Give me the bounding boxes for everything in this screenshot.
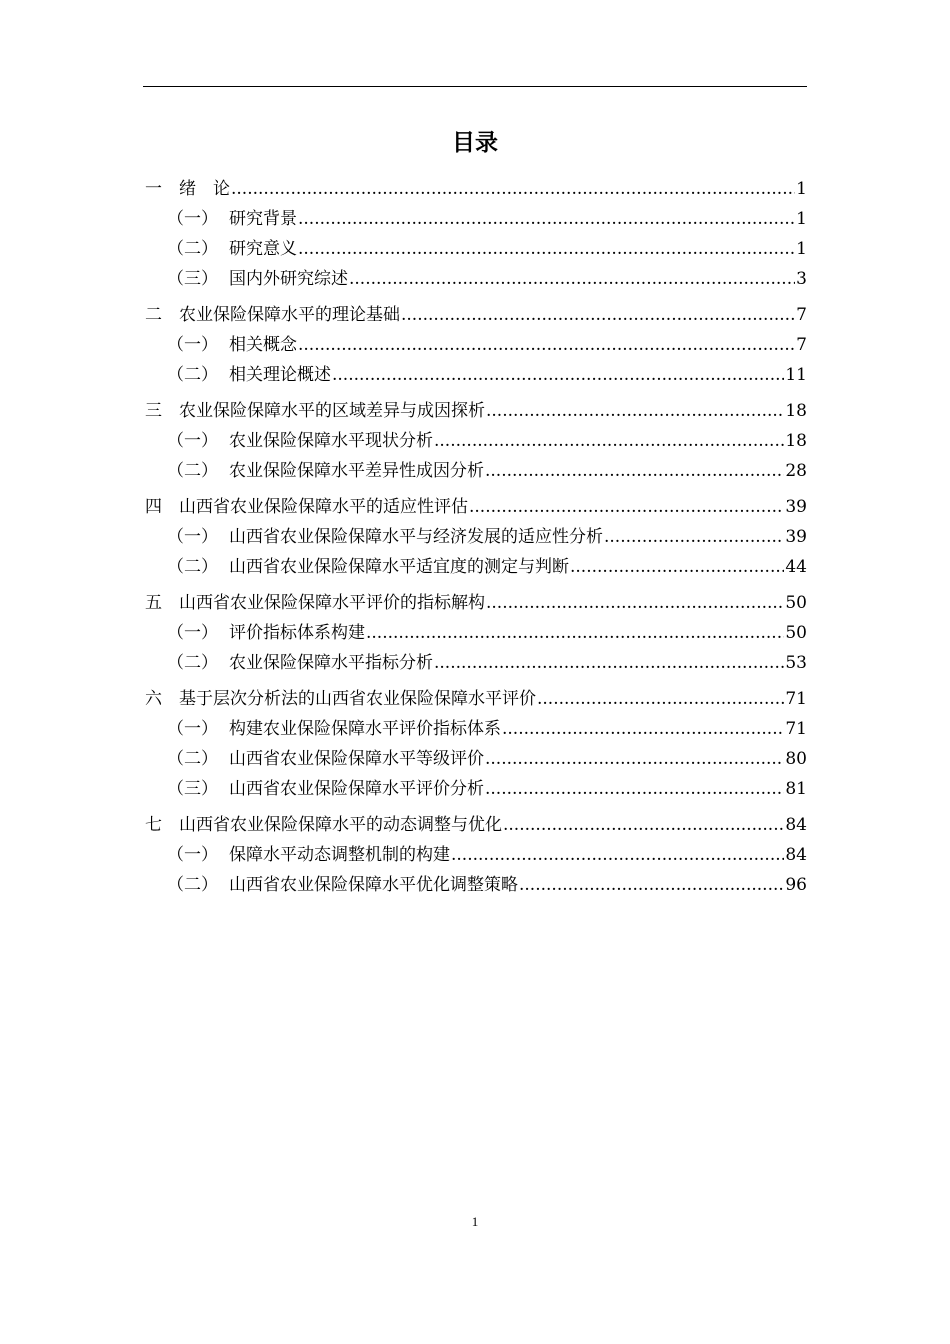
toc-entry-page: 96 [785,875,807,895]
toc-section-entry[interactable] [145,840,807,870]
toc-entry-page: 50 [785,593,807,613]
toc-entry-title: 农业保险保障水平现状分析 [229,431,433,451]
toc-dot-leader [332,360,784,390]
toc-entry-page: 39 [785,527,807,547]
toc-entry-title: 研究背景 [229,209,297,229]
toc-entry-number: （一） [167,719,218,739]
toc-entry-title: 山西省农业保险保障水平与经济发展的适应性分析 [229,527,603,547]
toc-entry-title: 山西省农业保险保障水平等级评价 [229,749,484,769]
toc-entry-title: 国内外研究综述 [229,269,348,289]
toc-section-entry[interactable] [145,234,807,264]
toc-section-entry[interactable] [145,774,807,804]
toc-dot-leader [485,744,784,774]
toc-entry-page: 11 [785,365,807,385]
toc-entry-page: 18 [785,431,807,451]
toc-dot-leader [486,588,784,618]
toc-entry-title: 山西省农业保险保障水平评价分析 [229,779,484,799]
toc-dot-leader [502,714,784,744]
toc-section-entry[interactable] [145,456,807,486]
toc-entry-page: 1 [796,209,807,229]
toc-entry-number: （二） [167,653,218,673]
toc-dot-leader [485,456,784,486]
toc-chapter-entry[interactable] [145,684,807,714]
toc-entry-title: 保障水平动态调整机制的构建 [229,845,450,865]
toc-dot-leader [434,426,784,456]
toc-dot-leader [604,522,784,552]
toc-dot-leader [349,264,795,294]
toc-entry-page: 7 [796,335,807,355]
toc-entry-number: （二） [167,749,218,769]
toc-entry-page: 7 [796,305,807,325]
toc-entry-page: 18 [785,401,807,421]
toc-section-entry[interactable] [145,204,807,234]
toc-entry-title: 山西省农业保险保障水平的动态调整与优化 [179,815,502,835]
toc-section-entry[interactable] [145,264,807,294]
toc-entry-title: 农业保险保障水平的理论基础 [179,305,400,325]
toc-dot-leader [469,492,784,522]
toc-entry-page: 44 [785,557,807,577]
toc-entry-title: 山西省农业保险保障水平评价的指标解构 [179,593,485,613]
toc-dot-leader [503,810,784,840]
toc-entry-page: 50 [785,623,807,643]
page-number: 1 [471,1214,479,1229]
toc-entry-page: 53 [785,653,807,673]
toc-entry-page: 84 [785,815,807,835]
toc-section-entry[interactable] [145,330,807,360]
toc-entry-page: 1 [796,239,807,259]
toc-dot-leader [298,330,795,360]
toc-dot-leader [366,618,784,648]
toc-entry-page: 28 [785,461,807,481]
toc-entry-title: 基于层次分析法的山西省农业保险保障水平评价 [179,689,536,709]
toc-section-entry[interactable] [145,648,807,678]
toc-entry-title: 相关概念 [229,335,297,355]
toc-section-entry[interactable] [145,552,807,582]
toc-dot-leader [570,552,784,582]
toc-dot-leader [298,204,795,234]
toc-entry-number: （三） [167,779,218,799]
toc-entry-number: 五 [145,593,162,613]
toc-dot-leader [451,840,784,870]
toc-dot-leader [401,300,795,330]
toc-entry-title: 绪 论 [179,179,230,199]
toc-chapter-entry[interactable] [145,396,807,426]
toc-dot-leader [231,174,795,204]
toc-chapter-entry[interactable] [145,300,807,330]
toc-entry-page: 39 [785,497,807,517]
toc-dot-leader [434,648,784,678]
toc-chapter-entry[interactable] [145,174,807,204]
toc-entry-number: （二） [167,239,218,259]
toc-entry-number: 七 [145,815,162,835]
toc-entry-title: 农业保险保障水平差异性成因分析 [229,461,484,481]
toc-entry-number: （二） [167,875,218,895]
toc-entry-title: 研究意义 [229,239,297,259]
toc-entry-page: 1 [796,179,807,199]
toc-entry-number: （二） [167,365,218,385]
toc-dot-leader [537,684,784,714]
toc-title: 目录 [452,130,498,156]
toc-entry-number: （三） [167,269,218,289]
toc-entry-title: 山西省农业保险保障水平的适应性评估 [179,497,468,517]
toc-section-entry[interactable] [145,522,807,552]
toc-entry-title: 山西省农业保险保障水平优化调整策略 [229,875,518,895]
toc-entry-number: （一） [167,845,218,865]
toc-entry-number: 一 [145,179,162,199]
toc-entry-page: 71 [785,719,807,739]
toc-entry-title: 相关理论概述 [229,365,331,385]
toc-section-entry[interactable] [145,426,807,456]
toc-entry-number: （一） [167,623,218,643]
toc-entry-page: 84 [785,845,807,865]
toc-entry-title: 农业保险保障水平指标分析 [229,653,433,673]
toc-entry-page: 81 [785,779,807,799]
toc-dot-leader [485,774,784,804]
toc-entry-title: 农业保险保障水平的区域差异与成因探析 [179,401,485,421]
toc-entry-number: （一） [167,431,218,451]
toc-section-entry[interactable] [145,618,807,648]
toc-dot-leader [486,396,784,426]
toc-entry-number: 六 [145,689,162,709]
toc-entry-number: 三 [145,401,162,421]
toc-entry-number: 二 [145,305,162,325]
header-rule [143,86,807,87]
toc-entry-title: 构建农业保险保障水平评价指标体系 [229,719,501,739]
toc-entry-number: （一） [167,527,218,547]
toc-entry-number: 四 [145,497,162,517]
toc-dot-leader [298,234,795,264]
toc-entry-title: 评价指标体系构建 [229,623,365,643]
toc-entry-number: （一） [167,209,218,229]
toc-dot-leader [519,870,784,900]
toc-section-entry[interactable] [145,714,807,744]
toc-entry-title: 山西省农业保险保障水平适宜度的测定与判断 [229,557,569,577]
toc-entry-page: 71 [785,689,807,709]
toc-entry-number: （二） [167,461,218,481]
toc-chapter-entry[interactable] [145,588,807,618]
table-of-contents [145,174,807,900]
toc-entry-page: 3 [796,269,807,289]
toc-section-entry[interactable] [145,870,807,900]
toc-section-entry[interactable] [145,360,807,390]
toc-entry-number: （一） [167,335,218,355]
toc-chapter-entry[interactable] [145,492,807,522]
toc-chapter-entry[interactable] [145,810,807,840]
toc-entry-number: （二） [167,557,218,577]
toc-entry-page: 80 [785,749,807,769]
toc-section-entry[interactable] [145,744,807,774]
